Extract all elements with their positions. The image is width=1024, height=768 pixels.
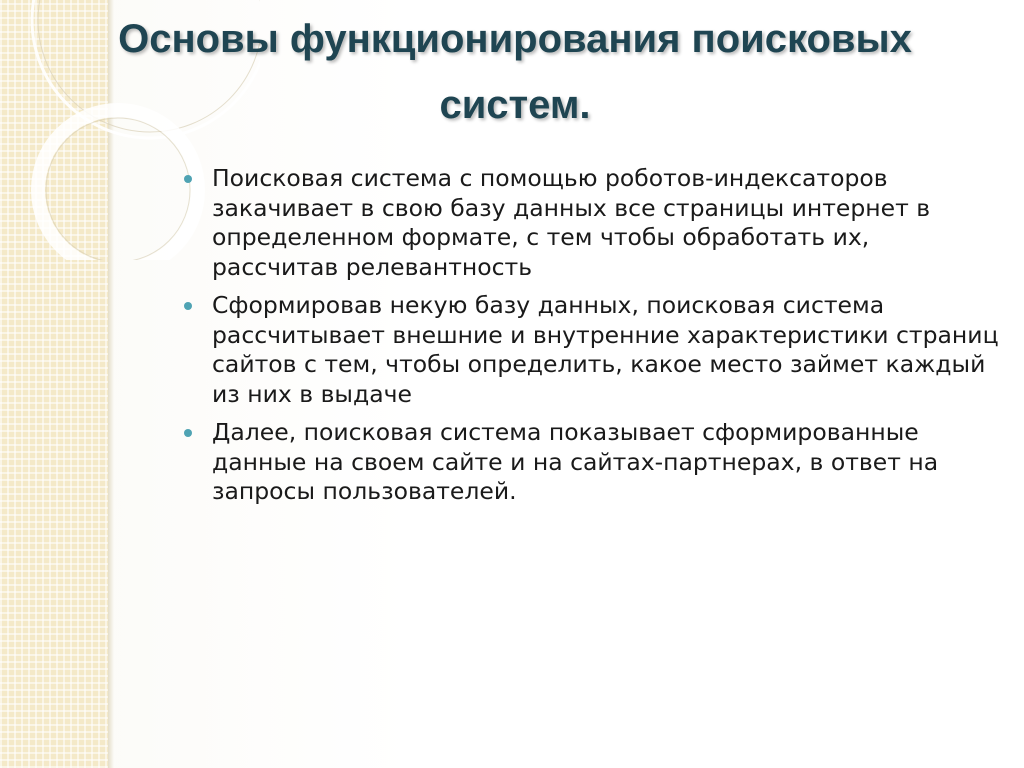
bullet-item — [212, 418, 1002, 507]
bullet-list — [212, 164, 1002, 516]
bullet-dot-icon — [184, 302, 192, 310]
bullet-dot-icon — [184, 429, 192, 437]
bullet-item — [212, 164, 1002, 282]
slide-title: Основы функционирования поисковых систем. — [118, 17, 912, 127]
bullet-dot-icon — [184, 175, 192, 183]
bullet-text: Поисковая система с помощью роботов-индексаторов закачивает в свою базу данных все страницы интернет в определенном формате, с тем чтобы обработать их, рассчитав релевантность — [212, 164, 931, 281]
bullet-item — [212, 291, 1002, 409]
bullet-text: Далее, поисковая система показывает сформированные данные на своем сайте и на сайтах-партнерах, в ответ на запросы пользователей. — [212, 418, 939, 505]
bullet-text: Сформировав некую базу данных, поисковая система рассчитывает внешние и внутренние характеристики страниц сайтов с тем, чтобы определить, какое место займет каждый из них в выдаче — [212, 291, 999, 408]
